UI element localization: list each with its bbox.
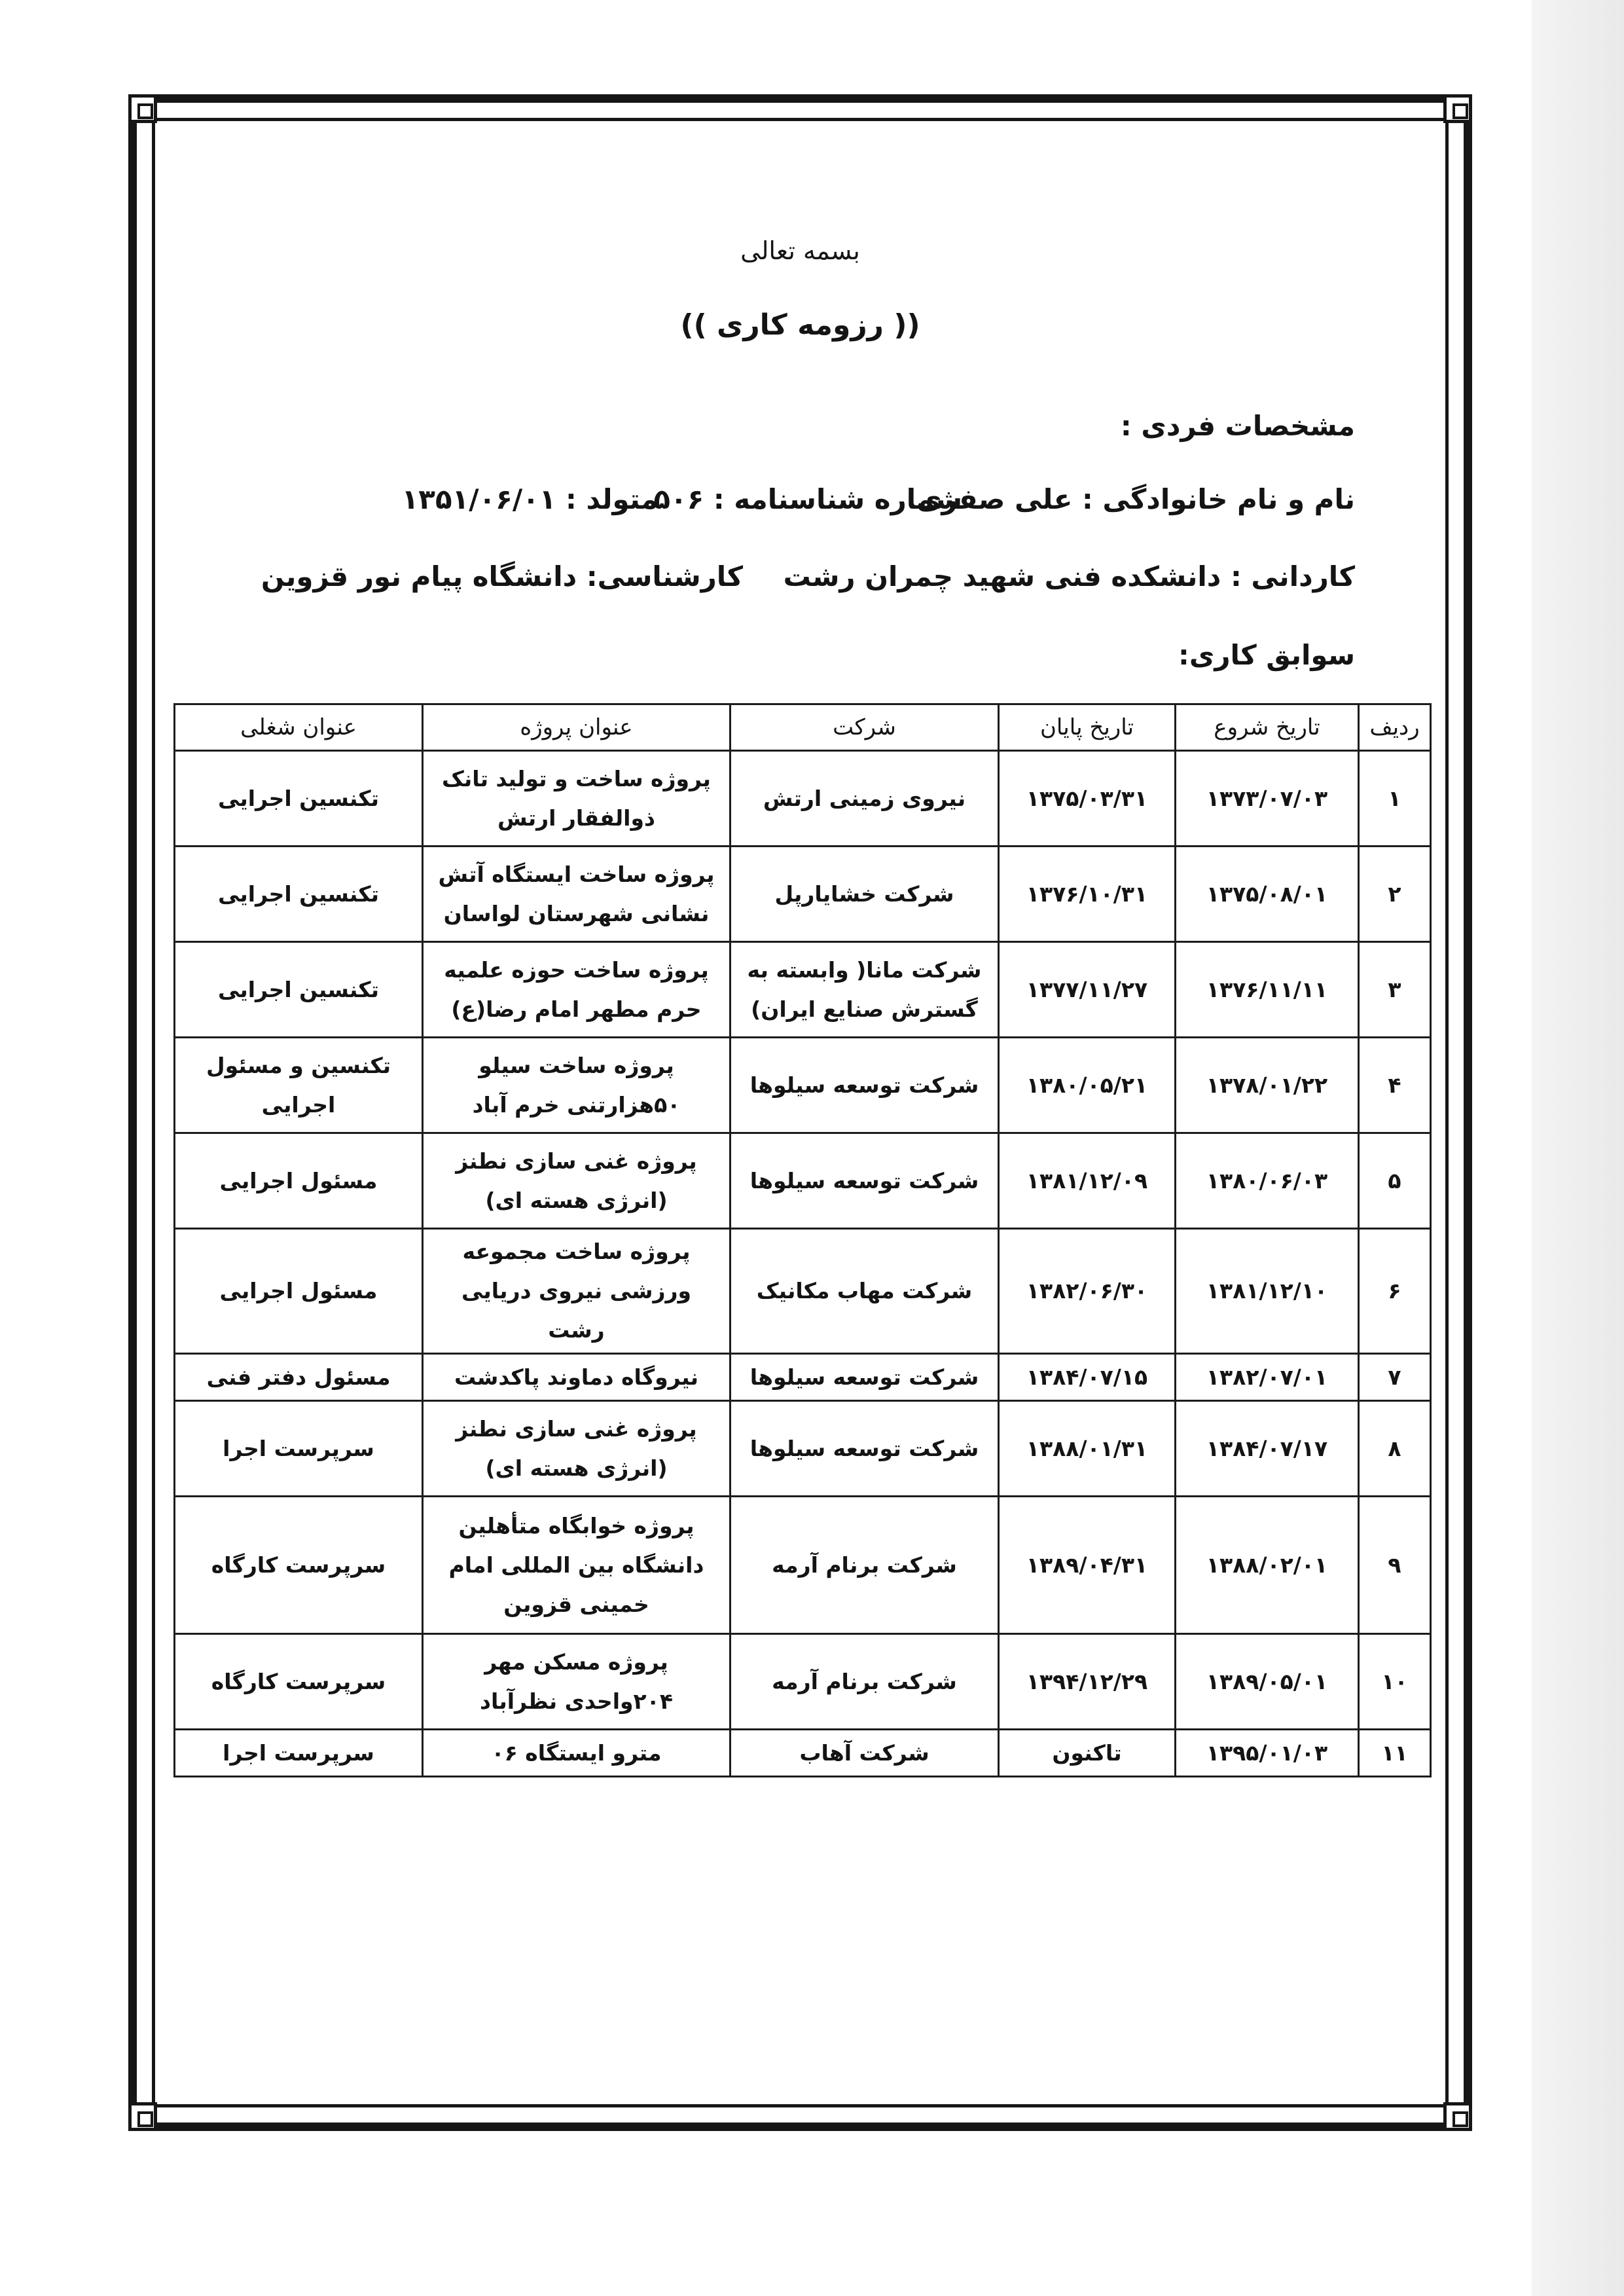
company: نیروی زمینی ارتش xyxy=(731,751,999,847)
start-date: ۱۳۸۹/۰۵/۰۱ xyxy=(1176,1634,1359,1730)
job-title: سرپرست اجرا xyxy=(175,1401,423,1497)
border-corner-ornament xyxy=(1443,2102,1472,2131)
table-row xyxy=(175,1634,1431,1730)
company: شرکت توسعه سیلوها xyxy=(731,1038,999,1133)
resume-page xyxy=(157,122,1443,2104)
work-history-heading: سوابق کاری: xyxy=(1178,639,1355,671)
start-date: ۱۳۸۰/۰۶/۰۳ xyxy=(1176,1133,1359,1229)
company: شرکت آهاب xyxy=(731,1730,999,1777)
company: شرکت برنام آرمه xyxy=(731,1497,999,1634)
column-header: تاریخ پایان xyxy=(999,704,1176,751)
table-row xyxy=(175,1038,1431,1133)
start-date: ۱۳۸۸/۰۲/۰۱ xyxy=(1176,1497,1359,1634)
project-title: پروژه ساخت و تولید تانک ذوالفقار ارتش xyxy=(423,751,731,847)
table-row xyxy=(175,1354,1431,1401)
project-title: نیروگاه دماوند پاکدشت xyxy=(423,1354,731,1401)
row-number: ۳ xyxy=(1359,942,1431,1038)
row-number: ۵ xyxy=(1359,1133,1431,1229)
job-title: تکنسین و مسئول اجرایی xyxy=(175,1038,423,1133)
bachelor-degree: کارشناسی: دانشگاه پیام نور قزوین xyxy=(261,560,743,592)
job-title: مسئول اجرایی xyxy=(175,1133,423,1229)
company: شرکت مهاب مکانیک xyxy=(731,1229,999,1354)
end-date: ۱۳۸۰/۰۵/۲۱ xyxy=(999,1038,1176,1133)
start-date: ۱۳۷۵/۰۸/۰۱ xyxy=(1176,847,1359,942)
company: شرکت برنام آرمه xyxy=(731,1634,999,1730)
job-title: سرپرست کارگاه xyxy=(175,1497,423,1634)
end-date: ۱۳۹۴/۱۲/۲۹ xyxy=(999,1634,1176,1730)
end-date: ۱۳۷۶/۱۰/۳۱ xyxy=(999,847,1176,942)
start-date: ۱۳۷۸/۰۱/۲۲ xyxy=(1176,1038,1359,1133)
row-number: ۲ xyxy=(1359,847,1431,942)
start-date: ۱۳۹۵/۰۱/۰۳ xyxy=(1176,1730,1359,1777)
row-number: ۹ xyxy=(1359,1497,1431,1634)
end-date: ۱۳۷۷/۱۱/۲۷ xyxy=(999,942,1176,1038)
column-header: تاریخ شروع xyxy=(1176,704,1359,751)
id-number: شماره شناسنامه : ۵۰۶ xyxy=(653,483,962,515)
project-title: پروژه غنی سازی نطنز (انرژی هسته ای) xyxy=(423,1133,731,1229)
job-title: سرپرست کارگاه xyxy=(175,1634,423,1730)
personal-info-heading: مشخصات فردی : xyxy=(1120,410,1355,442)
end-date: تاکنون xyxy=(999,1730,1176,1777)
resume-title: (( رزومه کاری )) xyxy=(680,308,920,342)
project-title: پروژه ساخت حوزه علمیه حرم مطهر امام رضا(ع) xyxy=(423,942,731,1038)
company: شرکت توسعه سیلوها xyxy=(731,1133,999,1229)
end-date: ۱۳۸۴/۰۷/۱۵ xyxy=(999,1354,1176,1401)
start-date: ۱۳۸۱/۱۲/۱۰ xyxy=(1176,1229,1359,1354)
end-date: ۱۳۷۵/۰۳/۳۱ xyxy=(999,751,1176,847)
table-row xyxy=(175,1401,1431,1497)
project-title: پروژه ساخت ایستگاه آتش نشانی شهرستان لواسان xyxy=(423,847,731,942)
job-title: مسئول اجرایی xyxy=(175,1229,423,1354)
scan-edge-shading xyxy=(1532,0,1624,2296)
table-row xyxy=(175,1229,1431,1354)
table-row xyxy=(175,942,1431,1038)
personal-info-row-2 xyxy=(236,560,1355,600)
end-date: ۱۳۸۹/۰۴/۳۱ xyxy=(999,1497,1176,1634)
work-history-table xyxy=(173,703,1432,1777)
associate-degree: کاردانی : دانشکده فنی شهید چمران رشت xyxy=(783,560,1355,592)
job-title: تکنسین اجرایی xyxy=(175,751,423,847)
company: شرکت مانا( وابسته به گسترش صنایع ایران) xyxy=(731,942,999,1038)
table-header-row xyxy=(175,704,1431,751)
table-row xyxy=(175,1730,1431,1777)
project-title: پروژه مسکن مهر ۲۰۴واحدی نظرآباد xyxy=(423,1634,731,1730)
border-corner-ornament xyxy=(128,2102,157,2131)
project-title: پروژه ساخت مجموعه ورزشی نیروی دریایی رشت xyxy=(423,1229,731,1354)
job-title: مسئول دفتر فنی xyxy=(175,1354,423,1401)
personal-info-row-1 xyxy=(236,483,1355,522)
start-date: ۱۳۷۶/۱۱/۱۱ xyxy=(1176,942,1359,1038)
table-row xyxy=(175,1497,1431,1634)
row-number: ۴ xyxy=(1359,1038,1431,1133)
full-name: نام و نام خانوادگی : علی صفری xyxy=(916,483,1355,515)
row-number: ۶ xyxy=(1359,1229,1431,1354)
row-number: ۷ xyxy=(1359,1354,1431,1401)
border-corner-ornament xyxy=(1443,94,1472,123)
end-date: ۱۳۸۱/۱۲/۰۹ xyxy=(999,1133,1176,1229)
job-title: سرپرست اجرا xyxy=(175,1730,423,1777)
table-row xyxy=(175,751,1431,847)
column-header: شرکت xyxy=(731,704,999,751)
row-number: ۱ xyxy=(1359,751,1431,847)
row-number: ۸ xyxy=(1359,1401,1431,1497)
table-row xyxy=(175,1133,1431,1229)
company: شرکت توسعه سیلوها xyxy=(731,1401,999,1497)
job-title: تکنسین اجرایی xyxy=(175,942,423,1038)
end-date: ۱۳۸۸/۰۱/۳۱ xyxy=(999,1401,1176,1497)
project-title: مترو ایستگاه ۰۶ xyxy=(423,1730,731,1777)
company: شرکت توسعه سیلوها xyxy=(731,1354,999,1401)
row-number: ۱۰ xyxy=(1359,1634,1431,1730)
bismillah-heading: بسمه تعالی xyxy=(740,236,860,265)
project-title: پروژه ساخت سیلو ۵۰هزارتنی خرم آباد xyxy=(423,1038,731,1133)
birth-date: متولد : ۱۳۵۱/۰۶/۰۱ xyxy=(401,483,658,515)
column-header: عنوان شغلی xyxy=(175,704,423,751)
column-header: ردیف xyxy=(1359,704,1431,751)
border-corner-ornament xyxy=(128,94,157,123)
column-header: عنوان پروژه xyxy=(423,704,731,751)
start-date: ۱۳۸۴/۰۷/۱۷ xyxy=(1176,1401,1359,1497)
project-title: پروژه غنی سازی نطنز (انرژی هسته ای) xyxy=(423,1401,731,1497)
project-title: پروژه خوابگاه متأهلین دانشگاه بین المللی امام خمینی قزوین xyxy=(423,1497,731,1634)
company: شرکت خشایارپل xyxy=(731,847,999,942)
end-date: ۱۳۸۲/۰۶/۳۰ xyxy=(999,1229,1176,1354)
start-date: ۱۳۸۲/۰۷/۰۱ xyxy=(1176,1354,1359,1401)
table-row xyxy=(175,847,1431,942)
row-number: ۱۱ xyxy=(1359,1730,1431,1777)
start-date: ۱۳۷۳/۰۷/۰۳ xyxy=(1176,751,1359,847)
job-title: تکنسین اجرایی xyxy=(175,847,423,942)
